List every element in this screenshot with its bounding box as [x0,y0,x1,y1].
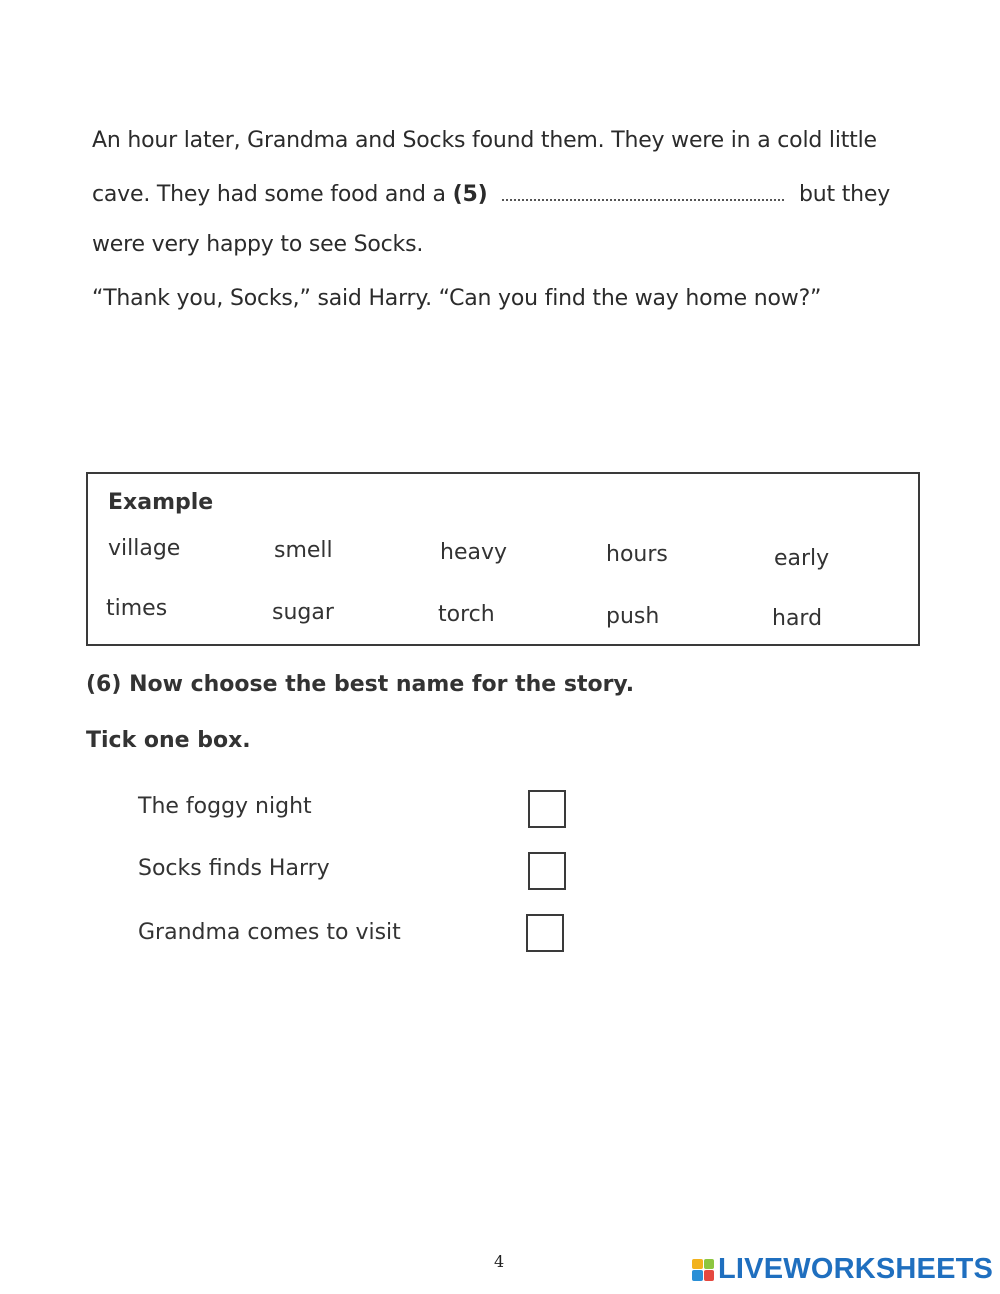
word-sugar: sugar [272,600,334,625]
story-line-4: “Thank you, Socks,” said Harry. “Can you find the way home now?” [92,286,822,311]
word-smell: smell [274,538,333,563]
word-early: early [774,546,830,571]
story-line-2 [92,182,890,207]
brand-wordmark: LIVEWORKSHEETS [718,1253,994,1285]
tick-box-foggy-night[interactable] [528,790,566,828]
gap-marker-5: (5) [452,182,488,207]
word-hard: hard [772,606,823,631]
word-village: village [108,536,181,561]
liveworksheets-brand [692,1253,993,1286]
liveworksheets-logo-icon [692,1259,714,1281]
story-line-3: were very happy to see Socks. [92,232,424,257]
question-6-title: (6) Now choose the best name for the story. [86,672,635,697]
example-word-box [86,472,920,646]
option-label-grandma-visit: Grandma comes to visit [138,920,401,945]
word-hours: hours [606,542,668,567]
story-line-2-before: cave. They had some food and a [92,182,446,207]
story-line-1: An hour later, Grandma and Socks found them. They were in a cold little [92,128,877,153]
word-torch: torch [438,602,495,627]
word-times: times [106,596,168,621]
tick-box-socks-finds-harry[interactable] [528,852,566,890]
word-push: push [606,604,660,629]
word-heavy: heavy [440,540,507,565]
tick-instruction: Tick one box. [86,728,251,753]
answer-blank-5[interactable] [502,198,784,201]
option-label-foggy-night: The foggy night [138,794,312,819]
page-number: 4 [494,1252,505,1271]
tick-box-grandma-visit[interactable] [526,914,564,952]
word-box-title: Example [108,490,214,515]
story-line-2-after: but they [799,182,891,207]
option-label-socks-finds-harry: Socks finds Harry [138,856,330,881]
